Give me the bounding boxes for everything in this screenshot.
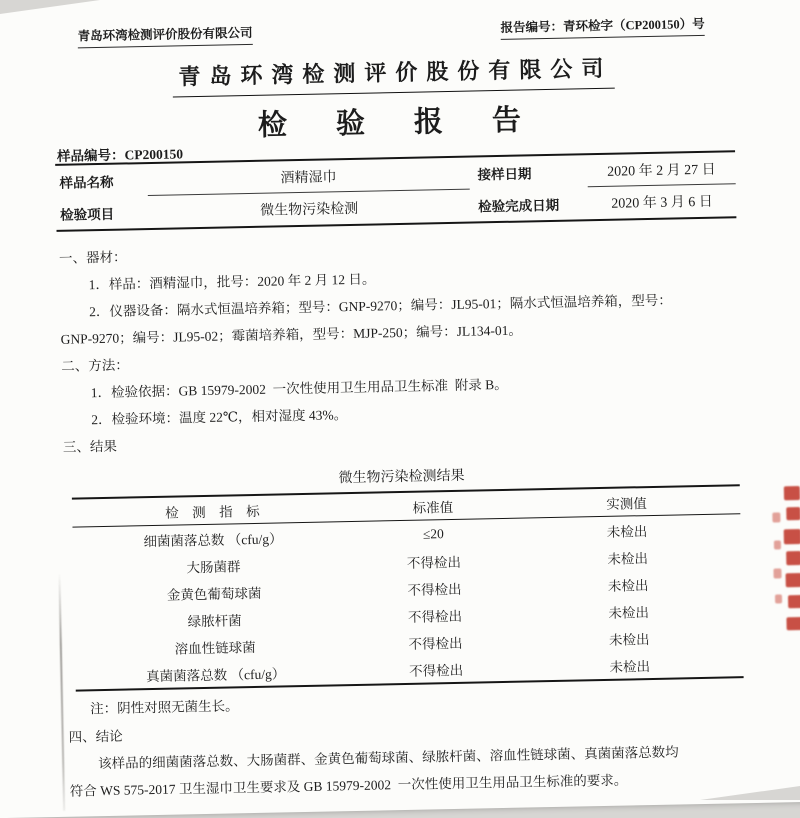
- section-2-item-2: 2．检验环境：温度 22℃，相对湿度 43%。: [91, 407, 348, 428]
- scan-corner-bottom-right: [700, 786, 800, 800]
- stamp-mark: [773, 568, 781, 578]
- scan-corner-top-left: [0, 0, 100, 14]
- standard-cell: 不得检出: [407, 608, 463, 625]
- document-title: 检 验 报 告: [257, 104, 532, 142]
- conclusion-text: [69, 737, 754, 805]
- section-3-title: 三、结果: [62, 438, 118, 455]
- section-1-item-2b: GNP-9270；编号：JL95-02；霉菌培养箱，型号：MJP-250；编号：JL134-01。: [60, 322, 523, 347]
- sample-name-label: 样品名称: [59, 174, 114, 191]
- complete-date-label: 检验完成日期: [477, 197, 560, 215]
- sample-name-value: 酒精湿巾: [147, 158, 470, 196]
- title-company-row: [0, 48, 794, 101]
- indicator-cell: 大肠菌群: [186, 558, 241, 575]
- header-report-number: 报告编号：青环检字（CP200150）号: [500, 14, 705, 40]
- red-seal-stamp: [770, 480, 800, 645]
- header-standard: 标准值: [412, 499, 454, 516]
- test-item-label: 检验项目: [60, 206, 115, 223]
- document-company-title: 青岛环湾检测评价股份有限公司: [172, 52, 615, 98]
- result-table-title: 微生物污染检测结果: [338, 468, 465, 487]
- measured-cell: 未检出: [606, 523, 648, 540]
- indicator-cell: 溶血性链球菌: [174, 639, 256, 657]
- page-edge-shadow: [58, 573, 65, 811]
- measured-cell: 未检出: [609, 658, 651, 675]
- stamp-mark: [786, 573, 800, 587]
- header-measured: 实测值: [606, 495, 647, 512]
- sample-number: 样品编号：CP200150: [56, 146, 184, 164]
- standard-cell: 不得检出: [406, 554, 462, 571]
- indicator-cell: 绿脓杆菌: [187, 612, 242, 629]
- stamp-mark: [788, 595, 800, 608]
- header-company-name: 青岛环湾检测评价股份有限公司: [77, 23, 252, 49]
- section-2-item-1: 1．检验依据：GB 15979-2002 一次性使用卫生用品卫生标准 附录 B。: [90, 376, 508, 401]
- measured-cell: 未检出: [608, 631, 650, 648]
- indicator-cell: 细菌菌落总数 （cfu/g）: [143, 530, 283, 549]
- stamp-mark: [775, 594, 782, 603]
- section-2-title: 二、方法：: [61, 357, 129, 374]
- standard-cell: 不得检出: [408, 662, 464, 679]
- stamp-mark: [786, 507, 800, 520]
- complete-date-value: 2020 年 3 月 6 日: [611, 194, 713, 212]
- header-indicator: 检 测 指 标: [165, 503, 260, 521]
- standard-cell: ≤20: [422, 525, 444, 542]
- sample-info-table: [55, 150, 736, 232]
- report-body: [59, 231, 745, 461]
- section-1-title: 一、器材：: [58, 249, 127, 266]
- receive-date-value: 2020 年 2 月 27 日: [587, 152, 736, 187]
- conclusion-title: 四、结论: [68, 728, 123, 745]
- stamp-mark: [774, 540, 781, 549]
- standard-cell: 不得检出: [407, 581, 462, 598]
- measured-cell: 未检出: [608, 604, 650, 621]
- stamp-mark: [786, 617, 800, 630]
- conclusion-line-1: 该样品的细菌菌落总数、大肠菌群、金黄色葡萄球菌、绿脓杆菌、溶血性链球菌、真菌菌落总数均: [98, 744, 679, 772]
- measured-cell: 未检出: [607, 577, 649, 594]
- stamp-mark: [784, 486, 800, 500]
- test-item-value: 微生物污染检测: [260, 201, 359, 219]
- indicator-cell: 金黄色葡萄球菌: [166, 585, 262, 603]
- table-note: 注：阴性对照无菌生长。: [89, 698, 239, 717]
- standard-cell: 不得检出: [408, 635, 463, 652]
- stamp-mark: [772, 512, 780, 522]
- result-table: [72, 484, 744, 691]
- receive-date-label: 接样日期: [477, 166, 532, 183]
- section-1-item-2a: 2．仪器设备：隔水式恒温培养箱；型号：GNP-9270；编号：JL95-01；隔水式恒温培养箱，型号：: [88, 292, 672, 320]
- indicator-cell: 真菌菌落总数 （cfu/g）: [146, 665, 286, 684]
- stamp-mark: [784, 529, 800, 544]
- stamp-mark: [786, 551, 800, 565]
- conclusion-line-2: 符合 WS 575-2017 卫生湿巾卫生要求及 GB 15979-2002 一次性使用卫生用品卫生标准的要求。: [69, 772, 628, 799]
- measured-cell: 未检出: [607, 550, 649, 567]
- section-1-item-1: 1．样品：酒精湿巾，批号：2020 年 2 月 12 日。: [88, 271, 376, 293]
